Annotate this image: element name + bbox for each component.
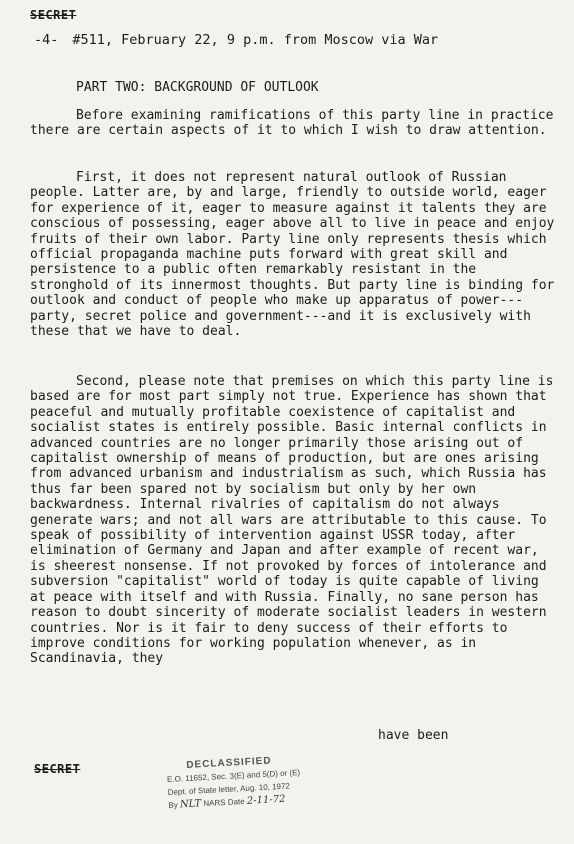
paragraph-text: Before examining ramifications of this party line in practice there are certain aspects of it to which I wish to draw attention.: [30, 108, 554, 139]
stamp-nars-date: 2-11-72: [246, 793, 286, 807]
continuation-text: have been: [378, 728, 449, 743]
classification-marking-top: SECRET: [30, 8, 77, 22]
page-number: -4-: [34, 32, 59, 48]
stamp-initials: NLT: [179, 798, 202, 811]
telegram-header: [34, 32, 438, 48]
stamp-authority: E.O. 11652, Sec. 3(E) and 5(D) or (E): [166, 768, 301, 784]
declassification-stamp: [166, 750, 358, 812]
section-heading: PART TWO: BACKGROUND OF OUTLOOK: [76, 80, 319, 95]
paragraph-text: First, it does not represent natural outlook of Russian people. Latter are, by and large, friendly to outside world, eager for experience of it, eager to measure against it talents they are conscious of possessing, eager above all to live in peace and enjoy fruits of their own labor. Party line only represents thesis which official propaganda machine puts forward with great skill and persistence to a public often remarkably resistant in the stronghold of its innermost thoughts. But party line is binding for outlook and conduct of people who make up apparatus of power---party, secret police and government---and it is exclusively with these that we have to deal.: [30, 170, 555, 340]
paragraph-2: [30, 170, 560, 339]
stamp-letter: Dept. of State letter, Aug. 10, 1972: [167, 781, 291, 797]
stamp-by-label: By: [168, 800, 178, 810]
paragraph-1: [30, 108, 560, 139]
stamp-nars-label: NARS Date: [203, 796, 245, 809]
paragraph-text: Second, please note that premises on which this party line is based are for most part simply not true. Experience has shown that peaceful and mutually profitable coexistence of capitalist and socialist states is entirely possible. Basic internal conflicts in advanced countries are no longer primarily those arising out of capitalist ownership of means of production, but are ones arising from advanced urbanism and industrialism as such, which Russia has thus far been spared not by socialism but only by her own backwardness. Internal rivalries of capitalism do not always generate wars; and not all wars are attributable to this cause. To speak of possibility of intervention against USSR today, after elimination of Germany and Japan and after example of recent war, is sheerest nonsense. If not provoked by forces of intolerance and subversion "capitalist" world of today is quite capable of living at peace with itself and with Russia. Finally, no sane person has reason to doubt sincerity of moderate socialist leaders in western countries. Nor is it fair to deny success of their efforts to improve conditions for working population whenever, as in Scandinavia, they: [30, 374, 554, 667]
paragraph-3: [30, 374, 560, 667]
telegram-reference: #511, February 22, 9 p.m. from Moscow via War: [72, 32, 439, 48]
stamp-title: DECLASSIFIED: [186, 755, 272, 771]
classification-marking-bottom: SECRET: [34, 762, 81, 776]
